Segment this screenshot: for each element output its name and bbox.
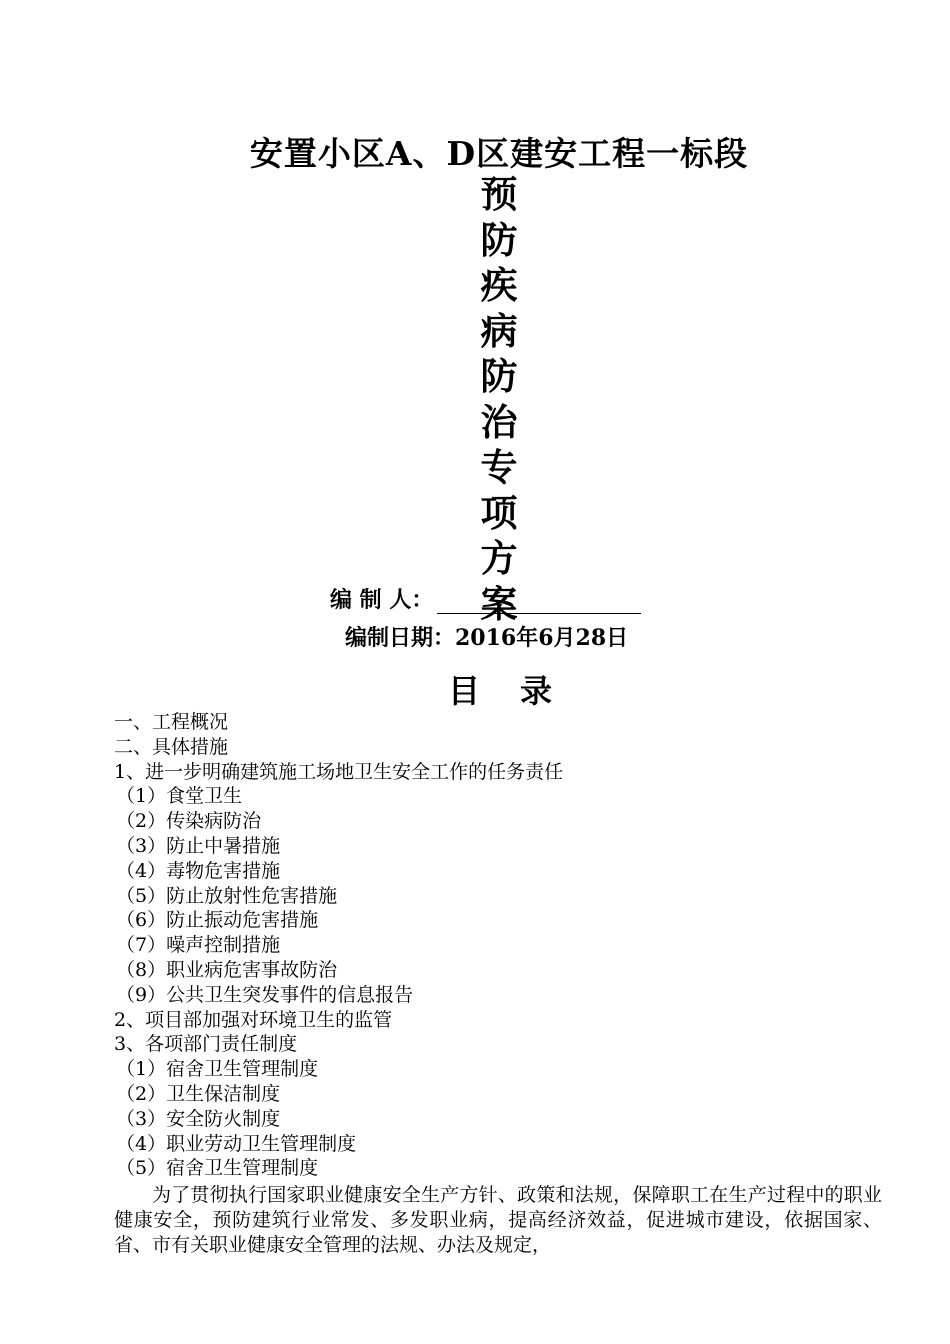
toc-item: （9）公共卫生突发事件的信息报告 bbox=[116, 983, 414, 1006]
document-title: 安置小区A、D区建安工程一标段 bbox=[249, 134, 749, 173]
vertical-title-char: 案 bbox=[480, 581, 518, 626]
toc-item: （4）毒物危害措施 bbox=[116, 859, 281, 882]
toc-item: （5）宿舍卫生管理制度 bbox=[116, 1157, 319, 1180]
vertical-title-char: 防 bbox=[480, 354, 518, 398]
toc-item: （3）防止中暑措施 bbox=[116, 834, 281, 857]
vertical-title-char: 项 bbox=[480, 490, 518, 535]
toc-item: 2、项目部加强对环境卫生的监管 bbox=[114, 1008, 393, 1031]
body-paragraph: 为了贯彻执行国家职业健康安全生产方针、政策和法规，保障职工在生产过程中的职业健康安全，预防建筑行业常发、多发职业病，提高经济效益，促进城市建设，依据国家、省、市有关职业健康安全管理的法规、办法及规定， bbox=[114, 1184, 882, 1256]
toc-heading: 目录 bbox=[448, 672, 593, 710]
toc-item: 3、各项部门责任制度 bbox=[114, 1033, 298, 1056]
toc-item: （6）防止振动危害措施 bbox=[116, 909, 319, 932]
vertical-title-char: 疾 bbox=[480, 263, 518, 307]
vertical-title-char: 专 bbox=[480, 445, 518, 489]
toc-item: （3）安全防火制度 bbox=[116, 1107, 281, 1130]
toc-item: 一、工程概况 bbox=[114, 711, 229, 733]
author-line bbox=[330, 583, 641, 614]
toc-item: （2）传染病防治 bbox=[116, 810, 262, 833]
toc-item: （4）职业劳动卫生管理制度 bbox=[116, 1132, 357, 1155]
toc-item: （7）噪声控制措施 bbox=[116, 934, 281, 957]
author-blank-underline bbox=[437, 591, 641, 614]
toc-item: （8）职业病危害事故防治 bbox=[116, 958, 338, 981]
vertical-title-char: 病 bbox=[480, 308, 518, 353]
toc-item: 1、进一步明确建筑施工场地卫生安全工作的任务责任 bbox=[114, 760, 564, 783]
date-line: 编制日期：2016年6月28日 bbox=[345, 625, 629, 651]
toc-item: （2）卫生保洁制度 bbox=[116, 1082, 281, 1105]
toc-item: （1）宿舍卫生管理制度 bbox=[116, 1058, 319, 1081]
vertical-title-char: 方 bbox=[480, 536, 518, 580]
toc-item: （5）防止放射性危害措施 bbox=[116, 884, 338, 907]
author-label: 编 制 人： bbox=[330, 587, 434, 613]
vertical-title-char: 预 bbox=[480, 172, 518, 216]
toc-item: （1）食堂卫生 bbox=[116, 785, 243, 808]
toc-item: 二、具体措施 bbox=[114, 735, 229, 758]
vertical-title-char: 治 bbox=[480, 399, 518, 444]
vertical-title bbox=[474, 172, 524, 627]
vertical-title-char: 防 bbox=[480, 217, 518, 262]
table-of-contents bbox=[114, 710, 894, 1181]
